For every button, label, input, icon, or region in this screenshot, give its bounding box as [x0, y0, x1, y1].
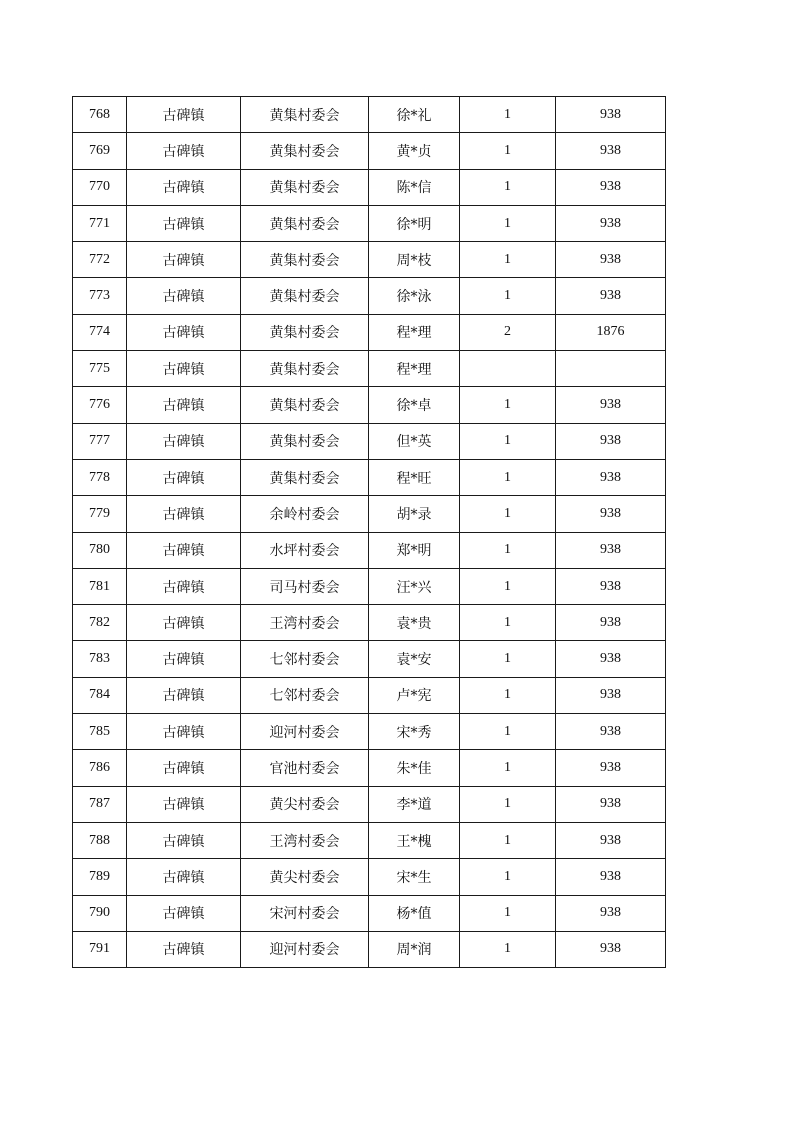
town-cell: 古碑镇 — [127, 314, 241, 350]
serial-number-cell: 789 — [73, 859, 127, 895]
town-cell: 古碑镇 — [127, 423, 241, 459]
table-row — [73, 351, 666, 387]
village-committee-cell: 黄集村委会 — [241, 351, 369, 387]
name-cell: 袁*贵 — [369, 605, 460, 641]
name-cell: 杨*值 — [369, 895, 460, 931]
town-cell: 古碑镇 — [127, 641, 241, 677]
name-cell: 汪*兴 — [369, 568, 460, 604]
name-cell: 黄*贞 — [369, 133, 460, 169]
amount-cell: 938 — [556, 387, 666, 423]
town-cell: 古碑镇 — [127, 714, 241, 750]
name-cell: 徐*礼 — [369, 97, 460, 133]
name-cell: 徐*明 — [369, 205, 460, 241]
serial-number-cell: 770 — [73, 169, 127, 205]
village-committee-cell: 宋河村委会 — [241, 895, 369, 931]
amount-cell: 938 — [556, 205, 666, 241]
serial-number-cell: 776 — [73, 387, 127, 423]
serial-number-cell: 785 — [73, 714, 127, 750]
amount-cell: 938 — [556, 822, 666, 858]
name-cell: 周*润 — [369, 931, 460, 967]
name-cell: 胡*录 — [369, 496, 460, 532]
table-body — [73, 97, 666, 968]
town-cell: 古碑镇 — [127, 133, 241, 169]
name-cell: 袁*安 — [369, 641, 460, 677]
count-cell: 1 — [460, 278, 556, 314]
count-cell: 1 — [460, 423, 556, 459]
count-cell: 1 — [460, 750, 556, 786]
table-row — [73, 423, 666, 459]
village-committee-cell: 黄尖村委会 — [241, 859, 369, 895]
table-row — [73, 496, 666, 532]
village-committee-cell: 迎河村委会 — [241, 714, 369, 750]
village-committee-cell: 黄集村委会 — [241, 423, 369, 459]
name-cell: 宋*秀 — [369, 714, 460, 750]
village-committee-cell: 七邻村委会 — [241, 641, 369, 677]
table-row — [73, 714, 666, 750]
table-row — [73, 822, 666, 858]
village-committee-cell: 黄集村委会 — [241, 169, 369, 205]
serial-number-cell: 772 — [73, 242, 127, 278]
serial-number-cell: 783 — [73, 641, 127, 677]
town-cell: 古碑镇 — [127, 532, 241, 568]
village-committee-cell: 七邻村委会 — [241, 677, 369, 713]
serial-number-cell: 788 — [73, 822, 127, 858]
table-row — [73, 278, 666, 314]
name-cell: 宋*生 — [369, 859, 460, 895]
table-row — [73, 641, 666, 677]
count-cell: 1 — [460, 133, 556, 169]
serial-number-cell: 769 — [73, 133, 127, 169]
serial-number-cell: 781 — [73, 568, 127, 604]
count-cell: 1 — [460, 859, 556, 895]
amount-cell: 938 — [556, 641, 666, 677]
count-cell: 2 — [460, 314, 556, 350]
count-cell: 1 — [460, 97, 556, 133]
count-cell: 1 — [460, 459, 556, 495]
table-row — [73, 532, 666, 568]
count-cell — [460, 351, 556, 387]
count-cell: 1 — [460, 387, 556, 423]
name-cell: 但*英 — [369, 423, 460, 459]
amount-cell: 938 — [556, 786, 666, 822]
town-cell: 古碑镇 — [127, 387, 241, 423]
serial-number-cell: 778 — [73, 459, 127, 495]
table-row — [73, 314, 666, 350]
village-committee-cell: 黄集村委会 — [241, 314, 369, 350]
count-cell: 1 — [460, 786, 556, 822]
town-cell: 古碑镇 — [127, 750, 241, 786]
village-committee-cell: 余岭村委会 — [241, 496, 369, 532]
town-cell: 古碑镇 — [127, 605, 241, 641]
serial-number-cell: 774 — [73, 314, 127, 350]
amount-cell: 938 — [556, 169, 666, 205]
count-cell: 1 — [460, 169, 556, 205]
name-cell: 郑*明 — [369, 532, 460, 568]
amount-cell: 938 — [556, 133, 666, 169]
village-committee-cell: 黄集村委会 — [241, 97, 369, 133]
town-cell: 古碑镇 — [127, 496, 241, 532]
amount-cell: 938 — [556, 714, 666, 750]
count-cell: 1 — [460, 895, 556, 931]
serial-number-cell: 773 — [73, 278, 127, 314]
count-cell: 1 — [460, 242, 556, 278]
amount-cell: 938 — [556, 895, 666, 931]
amount-cell: 938 — [556, 859, 666, 895]
serial-number-cell: 768 — [73, 97, 127, 133]
table-row — [73, 459, 666, 495]
serial-number-cell: 771 — [73, 205, 127, 241]
name-cell: 徐*卓 — [369, 387, 460, 423]
name-cell: 徐*泳 — [369, 278, 460, 314]
table-row — [73, 387, 666, 423]
amount-cell: 1876 — [556, 314, 666, 350]
amount-cell: 938 — [556, 242, 666, 278]
town-cell: 古碑镇 — [127, 859, 241, 895]
table-row — [73, 568, 666, 604]
village-committee-cell: 黄尖村委会 — [241, 786, 369, 822]
table-row — [73, 786, 666, 822]
name-cell: 程*理 — [369, 314, 460, 350]
amount-cell: 938 — [556, 677, 666, 713]
name-cell: 李*道 — [369, 786, 460, 822]
count-cell: 1 — [460, 532, 556, 568]
count-cell: 1 — [460, 822, 556, 858]
count-cell: 1 — [460, 931, 556, 967]
town-cell: 古碑镇 — [127, 677, 241, 713]
count-cell: 1 — [460, 641, 556, 677]
village-committee-cell: 黄集村委会 — [241, 459, 369, 495]
town-cell: 古碑镇 — [127, 459, 241, 495]
count-cell: 1 — [460, 677, 556, 713]
table-row — [73, 169, 666, 205]
town-cell: 古碑镇 — [127, 931, 241, 967]
name-cell: 周*枝 — [369, 242, 460, 278]
amount-cell: 938 — [556, 278, 666, 314]
town-cell: 古碑镇 — [127, 351, 241, 387]
amount-cell: 938 — [556, 532, 666, 568]
village-committee-cell: 黄集村委会 — [241, 278, 369, 314]
amount-cell: 938 — [556, 496, 666, 532]
village-committee-cell: 王湾村委会 — [241, 605, 369, 641]
name-cell: 程*理 — [369, 351, 460, 387]
serial-number-cell: 779 — [73, 496, 127, 532]
count-cell: 1 — [460, 205, 556, 241]
village-committee-cell: 黄集村委会 — [241, 387, 369, 423]
serial-number-cell: 790 — [73, 895, 127, 931]
amount-cell — [556, 351, 666, 387]
table-row — [73, 859, 666, 895]
serial-number-cell: 791 — [73, 931, 127, 967]
serial-number-cell: 777 — [73, 423, 127, 459]
serial-number-cell: 782 — [73, 605, 127, 641]
table-row — [73, 750, 666, 786]
amount-cell: 938 — [556, 750, 666, 786]
amount-cell: 938 — [556, 423, 666, 459]
table-row — [73, 895, 666, 931]
table-row — [73, 605, 666, 641]
table-row — [73, 133, 666, 169]
town-cell: 古碑镇 — [127, 822, 241, 858]
town-cell: 古碑镇 — [127, 242, 241, 278]
serial-number-cell: 784 — [73, 677, 127, 713]
name-cell: 王*槐 — [369, 822, 460, 858]
village-committee-cell: 迎河村委会 — [241, 931, 369, 967]
town-cell: 古碑镇 — [127, 278, 241, 314]
amount-cell: 938 — [556, 459, 666, 495]
amount-cell: 938 — [556, 568, 666, 604]
amount-cell: 938 — [556, 931, 666, 967]
village-committee-cell: 王湾村委会 — [241, 822, 369, 858]
name-cell: 陈*信 — [369, 169, 460, 205]
serial-number-cell: 786 — [73, 750, 127, 786]
table-row — [73, 205, 666, 241]
table-row — [73, 242, 666, 278]
town-cell: 古碑镇 — [127, 97, 241, 133]
table-row — [73, 97, 666, 133]
town-cell: 古碑镇 — [127, 205, 241, 241]
town-cell: 古碑镇 — [127, 568, 241, 604]
village-committee-cell: 司马村委会 — [241, 568, 369, 604]
town-cell: 古碑镇 — [127, 169, 241, 205]
serial-number-cell: 775 — [73, 351, 127, 387]
count-cell: 1 — [460, 496, 556, 532]
village-committee-cell: 官池村委会 — [241, 750, 369, 786]
table-row — [73, 931, 666, 967]
count-cell: 1 — [460, 714, 556, 750]
name-cell: 卢*宪 — [369, 677, 460, 713]
town-cell: 古碑镇 — [127, 895, 241, 931]
serial-number-cell: 780 — [73, 532, 127, 568]
name-cell: 朱*佳 — [369, 750, 460, 786]
amount-cell: 938 — [556, 605, 666, 641]
data-table — [72, 96, 666, 968]
village-committee-cell: 黄集村委会 — [241, 133, 369, 169]
count-cell: 1 — [460, 568, 556, 604]
village-committee-cell: 水坪村委会 — [241, 532, 369, 568]
name-cell: 程*旺 — [369, 459, 460, 495]
table-row — [73, 677, 666, 713]
village-committee-cell: 黄集村委会 — [241, 205, 369, 241]
town-cell: 古碑镇 — [127, 786, 241, 822]
count-cell: 1 — [460, 605, 556, 641]
amount-cell: 938 — [556, 97, 666, 133]
village-committee-cell: 黄集村委会 — [241, 242, 369, 278]
serial-number-cell: 787 — [73, 786, 127, 822]
